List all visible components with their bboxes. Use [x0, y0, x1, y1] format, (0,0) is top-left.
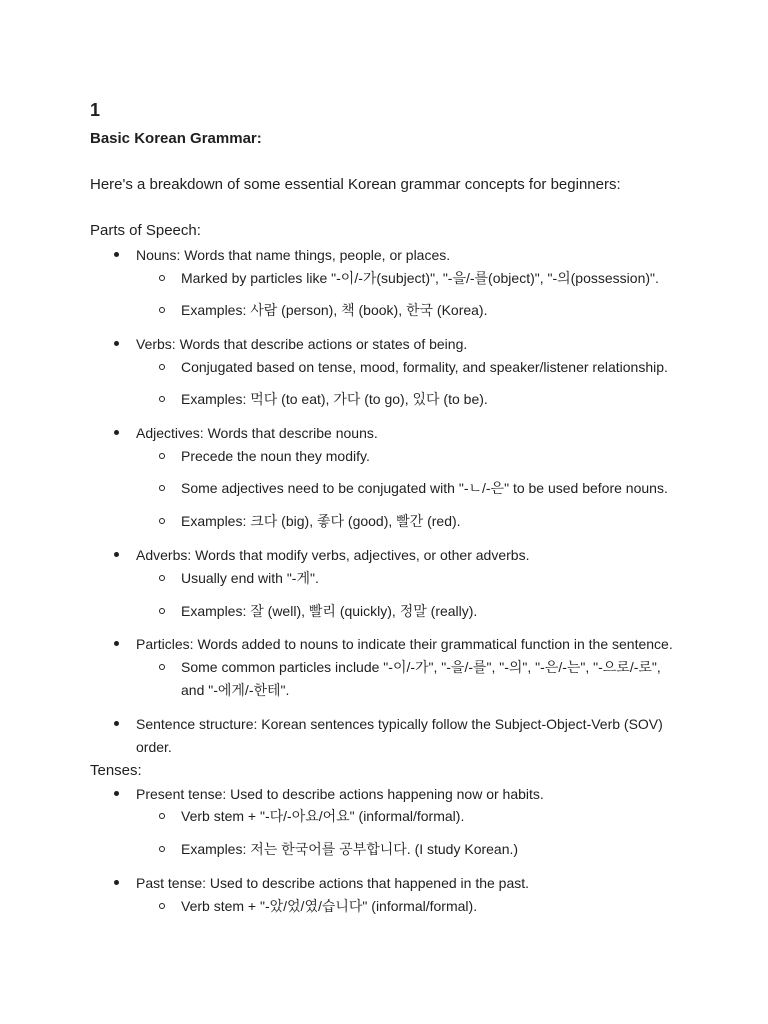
hollow-bullet-icon [157, 656, 167, 679]
list-item-nouns: Nouns: Words that name things, people, or places. [136, 247, 451, 263]
bullet-icon [112, 633, 120, 656]
hollow-bullet-icon [157, 510, 167, 533]
hollow-bullet-icon [157, 267, 167, 290]
sub-list-item: Precede the noun they modify. [181, 448, 370, 464]
sub-list-item: Examples: 저는 한국어를 공부합니다. (I study Korean.) [181, 841, 519, 857]
section-heading-parts-of-speech: Parts of Speech: [90, 222, 201, 239]
list-item-verbs: Verbs: Words that describe actions or states of being. [136, 336, 468, 352]
hollow-bullet-icon [157, 445, 167, 468]
document-title: Basic Korean Grammar: [90, 130, 262, 147]
sub-list-item: Marked by particles like "-이/-가(subject)", "-을/-를(object)", "-의(possession)". [181, 270, 659, 286]
hollow-bullet-icon [157, 567, 167, 590]
hollow-bullet-icon [157, 356, 167, 379]
list-item-sentence-structure: Sentence structure: Korean sentences typically follow the Subject-Object-Verb (SOV) order. [136, 716, 663, 755]
sub-list-item: Verb stem + "-다/-아요/어요" (informal/formal). [181, 808, 465, 824]
hollow-bullet-icon [157, 477, 167, 500]
sub-list-item: Usually end with "-게". [181, 570, 319, 586]
sub-list-item: Examples: 사람 (person), 책 (book), 한국 (Korea). [181, 302, 488, 318]
sub-list-item: Some common particles include "-이/-가", "-을/-를", "-의", "-은/-는", "-으로/-로", and "-에게/-한테". [181, 659, 661, 698]
sub-list-item: Verb stem + "-았/었/였/습니다" (informal/formal). [181, 898, 478, 914]
sub-list-item: Conjugated based on tense, mood, formality, and speaker/listener relationship. [181, 359, 668, 375]
hollow-bullet-icon [157, 838, 167, 861]
bullet-icon [112, 783, 120, 806]
list-item-past-tense: Past tense: Used to describe actions that happened in the past. [136, 875, 530, 891]
bullet-icon [112, 713, 120, 736]
section-heading-tenses: Tenses: [90, 762, 142, 779]
bullet-icon [112, 333, 120, 356]
sub-list-item: Examples: 크다 (big), 좋다 (good), 빨간 (red). [181, 513, 461, 529]
page-number: 1 [90, 100, 101, 120]
hollow-bullet-icon [157, 895, 167, 918]
sub-list-item: Examples: 먹다 (to eat), 가다 (to go), 있다 (to be). [181, 391, 488, 407]
bullet-icon [112, 422, 120, 445]
sub-list-item: Examples: 잘 (well), 빨리 (quickly), 정말 (really). [181, 603, 478, 619]
list-item-adverbs: Adverbs: Words that modify verbs, adjectives, or other adverbs. [136, 547, 530, 563]
bullet-icon [112, 544, 120, 567]
bullet-icon [112, 872, 120, 895]
list-item-particles: Particles: Words added to nouns to indicate their grammatical function in the sentence. [136, 636, 673, 652]
list-item-adjectives: Adjectives: Words that describe nouns. [136, 425, 378, 441]
intro-paragraph: Here's a breakdown of some essential Korean grammar concepts for beginners: [90, 176, 621, 193]
hollow-bullet-icon [157, 805, 167, 828]
bullet-icon [112, 244, 120, 267]
hollow-bullet-icon [157, 299, 167, 322]
hollow-bullet-icon [157, 600, 167, 623]
hollow-bullet-icon [157, 388, 167, 411]
sub-list-item: Some adjectives need to be conjugated with "-ㄴ/-은" to be used before nouns. [181, 480, 668, 496]
list-item-present-tense: Present tense: Used to describe actions happening now or habits. [136, 786, 544, 802]
